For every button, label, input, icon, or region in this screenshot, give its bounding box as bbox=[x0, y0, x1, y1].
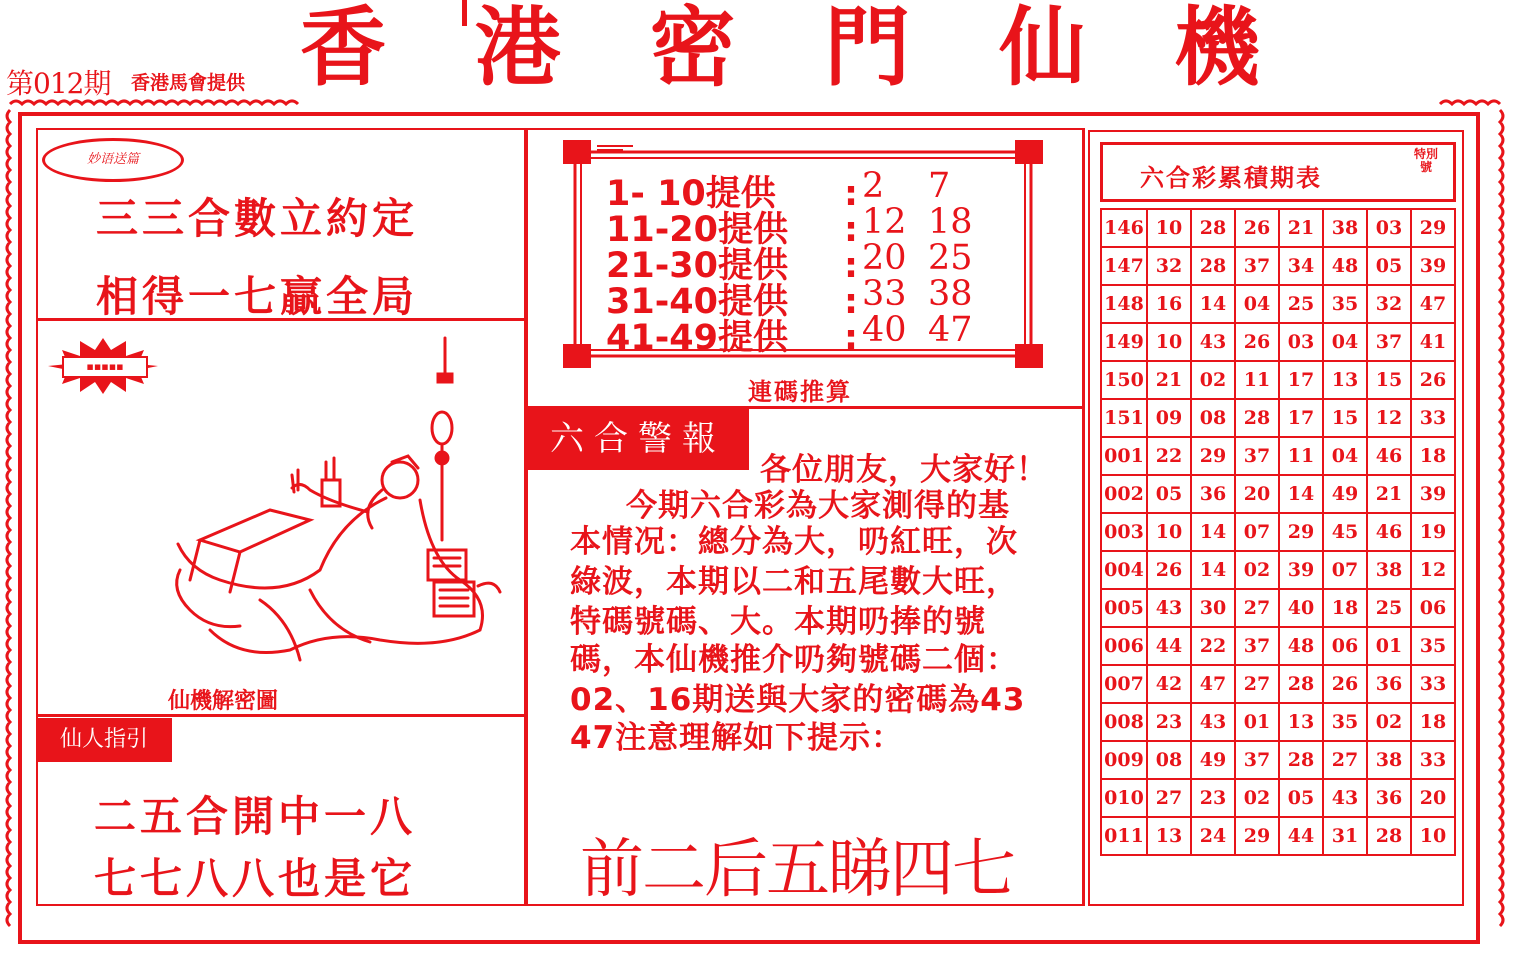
number-cell: 05 bbox=[1279, 779, 1323, 817]
number-cell: 43 bbox=[1191, 703, 1235, 741]
number-cell: 45 bbox=[1323, 513, 1367, 551]
number-cell: 26 bbox=[1235, 323, 1279, 361]
number-cell: 10 bbox=[1147, 323, 1191, 361]
hint-line: 前二后五睇四七 bbox=[580, 833, 1014, 907]
range-value-b: 25 bbox=[928, 238, 973, 278]
number-cell: 38 bbox=[1367, 551, 1411, 589]
paragraph-line: 特碼號碼、大。本期𠮨捧的號 bbox=[570, 604, 986, 640]
number-cell: 23 bbox=[1191, 779, 1235, 817]
number-cell: 33 bbox=[1411, 665, 1455, 703]
number-cell: 49 bbox=[1323, 475, 1367, 513]
paragraph-line: 今期六合彩為大家測得的基 bbox=[626, 488, 1010, 524]
poem-bottom-line-2: 七七八八也是它 bbox=[94, 854, 417, 903]
number-cell: 28 bbox=[1235, 399, 1279, 437]
number-cell: 21 bbox=[1367, 475, 1411, 513]
number-cell: 13 bbox=[1279, 703, 1323, 741]
ranges-caption: 連碼推算 bbox=[748, 378, 852, 406]
number-cell: 18 bbox=[1411, 437, 1455, 475]
paragraph-line: 本情况：總分為大，𠮨紅旺，次 bbox=[570, 524, 1018, 560]
number-cell: 29 bbox=[1235, 817, 1279, 855]
range-value-b: 18 bbox=[928, 202, 973, 242]
number-cell: 27 bbox=[1147, 779, 1191, 817]
table-row bbox=[1101, 475, 1455, 513]
number-cell: 17 bbox=[1279, 399, 1323, 437]
range-value-a: 33 bbox=[862, 274, 907, 314]
seal-badge: 妙语送篇 bbox=[42, 138, 184, 182]
page-title bbox=[300, 0, 1260, 96]
title-char: 香 bbox=[300, 0, 386, 98]
table-title: 六合彩累積期表 bbox=[1140, 164, 1322, 192]
number-cell: 02 bbox=[1191, 361, 1235, 399]
range-colon: : bbox=[844, 210, 858, 250]
number-cell: 39 bbox=[1411, 247, 1455, 285]
starburst-label-box: ▪▪▪▪▪ bbox=[62, 356, 148, 378]
number-cell: 44 bbox=[1147, 627, 1191, 665]
issue-cell: 009 bbox=[1101, 741, 1147, 779]
number-cell: 27 bbox=[1235, 665, 1279, 703]
number-cell: 20 bbox=[1411, 779, 1455, 817]
number-cell: 27 bbox=[1235, 589, 1279, 627]
number-cell: 48 bbox=[1279, 627, 1323, 665]
title-char: 門 bbox=[824, 0, 911, 98]
range-label: 1- 10提供 bbox=[606, 174, 776, 214]
number-cell: 37 bbox=[1235, 247, 1279, 285]
range-colon: : bbox=[844, 246, 858, 286]
range-value-a: 2 bbox=[862, 166, 885, 206]
number-cell: 14 bbox=[1191, 285, 1235, 323]
number-cell: 11 bbox=[1235, 361, 1279, 399]
table-row bbox=[1101, 323, 1455, 361]
issue-cell: 008 bbox=[1101, 703, 1147, 741]
number-cell: 10 bbox=[1147, 209, 1191, 247]
number-cell: 30 bbox=[1191, 589, 1235, 627]
number-cell: 25 bbox=[1279, 285, 1323, 323]
number-cell: 48 bbox=[1323, 247, 1367, 285]
range-value-b: 7 bbox=[928, 166, 951, 206]
immortal-illustration bbox=[160, 330, 505, 690]
number-cell: 38 bbox=[1323, 209, 1367, 247]
table-row bbox=[1101, 741, 1455, 779]
paper-gap bbox=[360, 906, 530, 920]
number-cell: 05 bbox=[1367, 247, 1411, 285]
issue-cell: 005 bbox=[1101, 589, 1147, 627]
number-cell: 34 bbox=[1279, 247, 1323, 285]
number-cell: 42 bbox=[1147, 665, 1191, 703]
number-cell: 35 bbox=[1323, 703, 1367, 741]
paragraph-line: 碼，本仙機推介𠮨夠號碼二個： bbox=[570, 642, 1018, 678]
number-cell: 06 bbox=[1411, 589, 1455, 627]
number-cell: 26 bbox=[1235, 209, 1279, 247]
number-cell: 14 bbox=[1279, 475, 1323, 513]
table-row bbox=[1101, 437, 1455, 475]
title-char: 仙 bbox=[999, 0, 1086, 98]
number-cell: 06 bbox=[1323, 627, 1367, 665]
number-cell: 23 bbox=[1147, 703, 1191, 741]
range-value-b: 47 bbox=[928, 310, 973, 350]
range-value-a: 20 bbox=[862, 238, 907, 278]
number-cell: 03 bbox=[1279, 323, 1323, 361]
number-cell: 02 bbox=[1235, 551, 1279, 589]
number-cell: 01 bbox=[1235, 703, 1279, 741]
number-cell: 47 bbox=[1191, 665, 1235, 703]
issue-cell: 150 bbox=[1101, 361, 1147, 399]
number-cell: 46 bbox=[1367, 513, 1411, 551]
number-cell: 37 bbox=[1235, 741, 1279, 779]
number-cell: 15 bbox=[1323, 399, 1367, 437]
number-cell: 40 bbox=[1279, 589, 1323, 627]
issue-cell: 001 bbox=[1101, 437, 1147, 475]
range-label: 21-30提供 bbox=[606, 246, 788, 286]
number-cell: 36 bbox=[1191, 475, 1235, 513]
number-cell: 07 bbox=[1323, 551, 1367, 589]
number-cell: 02 bbox=[1367, 703, 1411, 741]
number-cell: 31 bbox=[1323, 817, 1367, 855]
issue-cell: 003 bbox=[1101, 513, 1147, 551]
number-cell: 08 bbox=[1147, 741, 1191, 779]
number-cell: 32 bbox=[1367, 285, 1411, 323]
number-cell: 22 bbox=[1191, 627, 1235, 665]
number-cell: 37 bbox=[1235, 437, 1279, 475]
number-cell: 43 bbox=[1323, 779, 1367, 817]
number-cell: 04 bbox=[1235, 285, 1279, 323]
number-cell: 41 bbox=[1411, 323, 1455, 361]
range-value-a: 40 bbox=[862, 310, 907, 350]
number-cell: 18 bbox=[1323, 589, 1367, 627]
number-cell: 29 bbox=[1411, 209, 1455, 247]
issue-cell: 149 bbox=[1101, 323, 1147, 361]
issue-cell: 002 bbox=[1101, 475, 1147, 513]
number-cell: 21 bbox=[1279, 209, 1323, 247]
number-cell: 38 bbox=[1367, 741, 1411, 779]
issue-cell: 146 bbox=[1101, 209, 1147, 247]
table-row bbox=[1101, 247, 1455, 285]
range-value-b: 38 bbox=[928, 274, 973, 314]
number-cell: 43 bbox=[1147, 589, 1191, 627]
range-colon: : bbox=[844, 282, 858, 322]
number-cell: 20 bbox=[1235, 475, 1279, 513]
table-row bbox=[1101, 589, 1455, 627]
number-cell: 36 bbox=[1367, 665, 1411, 703]
number-cell: 18 bbox=[1411, 703, 1455, 741]
number-cell: 28 bbox=[1191, 209, 1235, 247]
number-cell: 14 bbox=[1191, 513, 1235, 551]
number-cell: 43 bbox=[1191, 323, 1235, 361]
number-cell: 49 bbox=[1191, 741, 1235, 779]
number-cell: 46 bbox=[1367, 437, 1411, 475]
issue-cell: 147 bbox=[1101, 247, 1147, 285]
range-label: 41-49提供 bbox=[606, 318, 788, 358]
table-row bbox=[1101, 551, 1455, 589]
table-row bbox=[1101, 703, 1455, 741]
issue-cell: 151 bbox=[1101, 399, 1147, 437]
number-cell: 29 bbox=[1279, 513, 1323, 551]
table-row bbox=[1101, 665, 1455, 703]
number-cell: 32 bbox=[1147, 247, 1191, 285]
number-cell: 02 bbox=[1235, 779, 1279, 817]
number-cell: 10 bbox=[1411, 817, 1455, 855]
table-note: 特別號 bbox=[1413, 147, 1438, 174]
number-cell: 26 bbox=[1411, 361, 1455, 399]
number-cell: 35 bbox=[1323, 285, 1367, 323]
paragraph-line: 47注意理解如下提示： bbox=[570, 720, 904, 756]
issue-cell: 148 bbox=[1101, 285, 1147, 323]
number-cell: 24 bbox=[1191, 817, 1235, 855]
table-row bbox=[1101, 285, 1455, 323]
number-cell: 28 bbox=[1191, 247, 1235, 285]
number-cell: 09 bbox=[1147, 399, 1191, 437]
range-label: 11-20提供 bbox=[606, 210, 788, 250]
paragraph-line: 各位朋友，大家好！ bbox=[760, 452, 1048, 488]
range-colon: : bbox=[844, 318, 858, 358]
issue-cell: 006 bbox=[1101, 627, 1147, 665]
range-value-a: 12 bbox=[862, 202, 907, 242]
table-row bbox=[1101, 513, 1455, 551]
number-cell: 01 bbox=[1367, 627, 1411, 665]
poem-top-line-1: 三三合數立約定 bbox=[96, 194, 419, 243]
number-cell: 04 bbox=[1323, 437, 1367, 475]
issue-cell: 011 bbox=[1101, 817, 1147, 855]
number-cell: 33 bbox=[1411, 399, 1455, 437]
number-cell: 03 bbox=[1367, 209, 1411, 247]
history-table bbox=[1100, 208, 1456, 856]
issue-cell: 010 bbox=[1101, 779, 1147, 817]
number-cell: 27 bbox=[1323, 741, 1367, 779]
number-cell: 10 bbox=[1147, 513, 1191, 551]
number-cell: 14 bbox=[1191, 551, 1235, 589]
number-cell: 44 bbox=[1279, 817, 1323, 855]
table-row bbox=[1101, 399, 1455, 437]
number-cell: 35 bbox=[1411, 627, 1455, 665]
number-cell: 22 bbox=[1147, 437, 1191, 475]
number-cell: 28 bbox=[1279, 665, 1323, 703]
table-row bbox=[1101, 627, 1455, 665]
number-cell: 21 bbox=[1147, 361, 1191, 399]
table-row bbox=[1101, 817, 1455, 855]
number-cell: 15 bbox=[1367, 361, 1411, 399]
title-char: 機 bbox=[1173, 0, 1260, 98]
issue-cell: 007 bbox=[1101, 665, 1147, 703]
table-row bbox=[1101, 209, 1455, 247]
number-cell: 19 bbox=[1411, 513, 1455, 551]
number-cell: 04 bbox=[1323, 323, 1367, 361]
number-cell: 26 bbox=[1147, 551, 1191, 589]
provider-label: 香港馬會提供 bbox=[131, 72, 246, 94]
number-cell: 29 bbox=[1191, 437, 1235, 475]
number-cell: 37 bbox=[1235, 627, 1279, 665]
poem-top-line-2: 相得一七贏全局 bbox=[96, 272, 419, 321]
range-row bbox=[606, 310, 973, 360]
number-cell: 39 bbox=[1279, 551, 1323, 589]
number-cell: 16 bbox=[1147, 285, 1191, 323]
table-row bbox=[1101, 361, 1455, 399]
paragraph-line: 02、16期送與大家的密碼為43 bbox=[570, 682, 1026, 718]
issue-cell: 004 bbox=[1101, 551, 1147, 589]
number-cell: 05 bbox=[1147, 475, 1191, 513]
number-cell: 12 bbox=[1411, 551, 1455, 589]
title-char: 密 bbox=[649, 0, 736, 98]
range-label: 31-40提供 bbox=[606, 282, 788, 322]
illustration-caption: 仙機解密圖 bbox=[168, 689, 279, 714]
table-row bbox=[1101, 779, 1455, 817]
number-cell: 07 bbox=[1235, 513, 1279, 551]
number-cell: 25 bbox=[1367, 589, 1411, 627]
title-char: 港 bbox=[474, 0, 561, 98]
number-cell: 11 bbox=[1279, 437, 1323, 475]
number-cell: 28 bbox=[1279, 741, 1323, 779]
number-cell: 26 bbox=[1323, 665, 1367, 703]
number-cell: 13 bbox=[1323, 361, 1367, 399]
number-cell: 39 bbox=[1411, 475, 1455, 513]
number-cell: 28 bbox=[1367, 817, 1411, 855]
number-cell: 37 bbox=[1367, 323, 1411, 361]
number-cell: 12 bbox=[1367, 399, 1411, 437]
number-cell: 36 bbox=[1367, 779, 1411, 817]
number-cell: 13 bbox=[1147, 817, 1191, 855]
alarm-tag: 六合警報 bbox=[527, 408, 749, 470]
paragraph-line: 綠波，本期以二和五尾數大旺， bbox=[570, 564, 1018, 600]
number-cell: 47 bbox=[1411, 285, 1455, 323]
number-cell: 08 bbox=[1191, 399, 1235, 437]
number-cell: 33 bbox=[1411, 741, 1455, 779]
guide-tag: 仙人指引 bbox=[36, 718, 172, 762]
range-colon: : bbox=[844, 174, 858, 214]
issue-number: 第012期 bbox=[6, 67, 111, 100]
poem-bottom-line-1: 二五合開中一八 bbox=[94, 792, 417, 841]
number-cell: 17 bbox=[1279, 361, 1323, 399]
